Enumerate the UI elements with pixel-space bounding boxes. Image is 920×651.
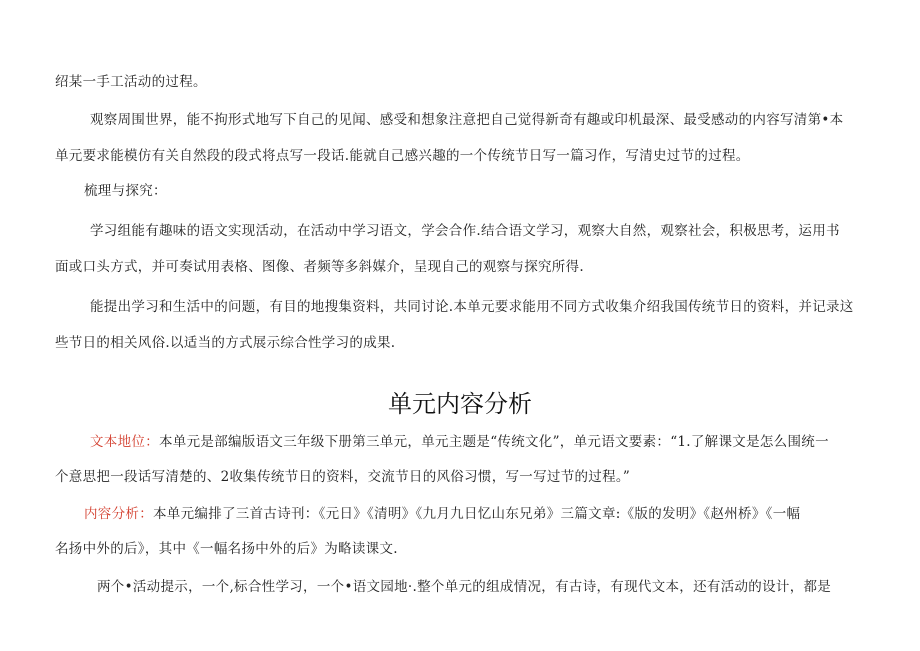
subheading-review-explore: 梳理与探究： xyxy=(84,183,167,199)
content-analysis-line-2: 名扬中外的后》，其中《一幅名扬中外的后》为略读课文. xyxy=(55,541,398,557)
paragraph-line-observation-1: 观察周围世界，能不拘形式地写下自己的见闻、感受和想象注意把自己觉得新奇有趣或印机最深、最受感动的内容写清第•本 xyxy=(90,112,844,128)
paragraph-line-questions-1: 能提出学习和生活中的问题，有目的地搜集资料，共同讨论.本单元要求能用不同方式收集介绍我国传统节日的资料，并记录这 xyxy=(90,299,854,315)
text-position-content-1: 本单元是部编版语文三年级下册第三单元，单元主题是“传统文化”，单元语文要素：“1.了解课文是怎么围统一 xyxy=(159,434,829,450)
content-analysis-label: 内容分析： xyxy=(84,506,153,522)
text-position-line-1 xyxy=(90,433,829,451)
section-title: 单元内容分析 xyxy=(388,390,532,418)
paragraph-line-questions-2: 些节日的相关风俗.以适当的方式展示综合性学习的成果. xyxy=(55,335,396,351)
paragraph-line-learning-1: 学习组能有趣味的语文实现活动，在活动中学习语文，学会合作.结合语文学习，观察大自然，观察社会，积极思考，运用书 xyxy=(90,223,840,239)
paragraph-line-observation-2: 单元要求能模仿有关自然段的段式将点写一段话.能就自己感兴趣的一个传统节日写一篇习作，写清史过节的过程。 xyxy=(55,148,750,164)
text-position-label: 文本地位： xyxy=(90,434,159,450)
content-analysis-content-1: 本单元编排了三首古诗刊：《元日》《清明》《九月九日忆山东兄弟》三篇文章:《版的发明》《赵州桥》《一幅 xyxy=(153,506,801,522)
content-analysis-line-1 xyxy=(84,505,800,523)
text-position-line-2: 个意思把一段话写清楚的、2收集传统节日的资料，交流节日的风俗习惯，写一写过节的过程。” xyxy=(55,469,631,485)
paragraph-line-learning-2: 面或口头方式，并可奏试用表格、图像、者频等多斜媒介，呈现自己的观察与探究所得. xyxy=(55,259,584,275)
unit-composition-line: 两个•活动提示，一个,标合性学习，一个•语文园地·.整个单元的组成情况，有古诗，有现代文本，还有活动的设计，都是 xyxy=(97,579,832,595)
paragraph-line-procedure-end: 绍某一手工活动的过程。 xyxy=(55,74,207,90)
